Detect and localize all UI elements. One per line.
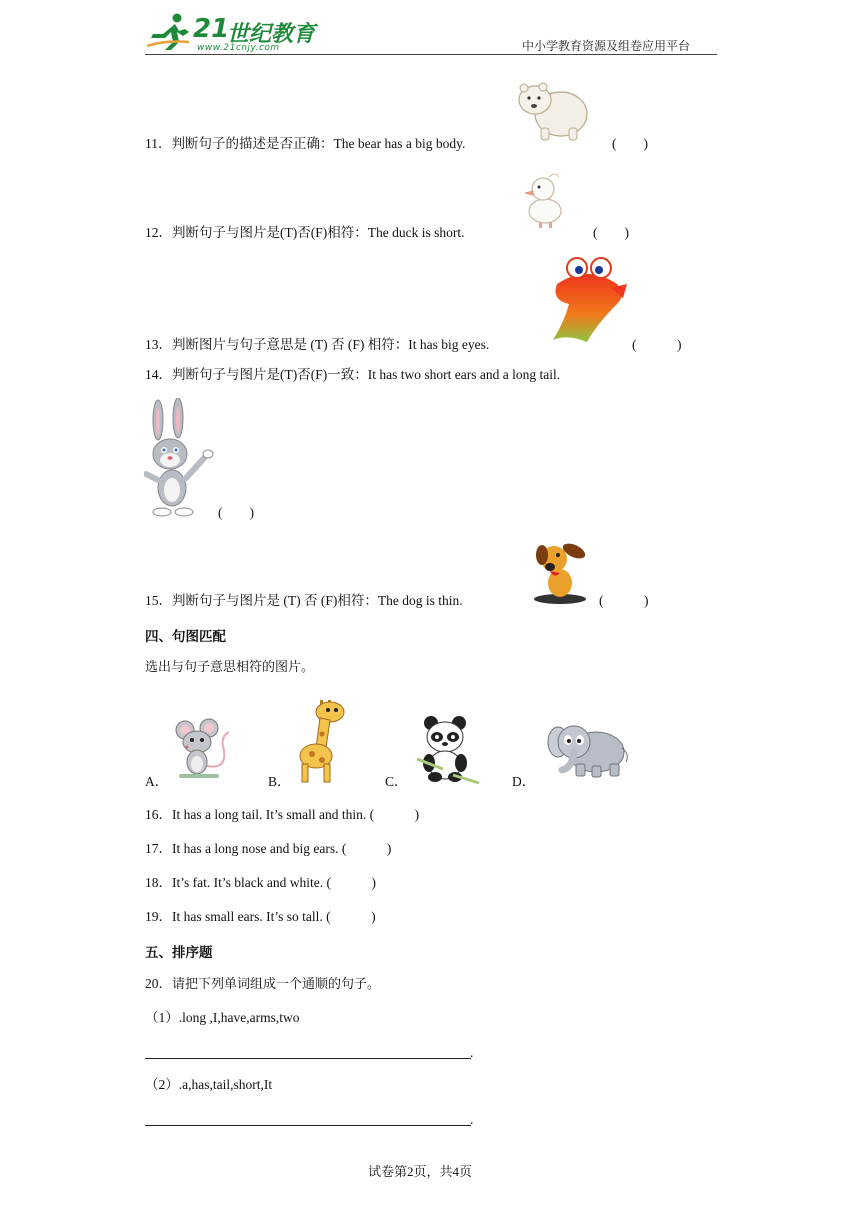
question-number: 15． — [145, 593, 172, 608]
sub-question-1: （1）.long ,I,have,arms,two — [145, 1010, 300, 1025]
answer-paren-12[interactable]: ( ) — [593, 225, 629, 240]
question-text: 判断句子与图片是(T)否(F)一致：It has two short ears and a long tail. — [172, 367, 561, 382]
question-text: It has a long nose and big ears. ( ) — [172, 841, 392, 856]
question-number: 13． — [145, 337, 172, 352]
answer-paren-15[interactable]: ( ) — [599, 593, 649, 608]
question-text: It’s fat. It’s black and white. ( ) — [172, 875, 376, 890]
giraffe-icon — [294, 690, 356, 786]
answer-line-2[interactable] — [145, 1125, 471, 1126]
option-c-label[interactable]: C． — [385, 774, 408, 789]
question-number: 11． — [145, 136, 172, 151]
question-text: 判断句子的描述是否正确：The bear has a big body. — [171, 136, 466, 151]
platform-title: 中小学教育资源及组卷应用平台 — [522, 39, 691, 53]
question-19 — [145, 908, 376, 926]
question-14 — [145, 366, 560, 384]
answer-paren-11[interactable]: ( ) — [612, 136, 648, 151]
page-footer: 试卷第2页，共4页 — [368, 1164, 473, 1179]
answer-paren-14[interactable]: ( ) — [218, 505, 254, 520]
section-5-title: 五、排序题 — [145, 945, 213, 961]
question-number: 19． — [145, 909, 172, 924]
question-15 — [145, 592, 463, 610]
question-16 — [145, 806, 419, 824]
bear-icon — [513, 76, 591, 144]
dog-icon — [530, 535, 590, 605]
rabbit-icon — [144, 398, 218, 518]
question-number: 16． — [145, 807, 172, 822]
section-4-title: 四、句图匹配 — [145, 629, 226, 645]
question-18 — [145, 874, 376, 892]
option-a-label[interactable]: A． — [145, 774, 169, 789]
question-text: 判断图片与句子意思是 (T) 否 (F) 相符：It has big eyes. — [172, 337, 490, 352]
mouse-icon — [171, 716, 237, 782]
duck-icon — [519, 167, 569, 229]
question-number: 14． — [145, 367, 172, 382]
answer-end-2: . — [470, 1112, 474, 1127]
logo-number: 21 — [193, 14, 230, 44]
question-number: 17． — [145, 841, 172, 856]
panda-icon — [413, 713, 483, 785]
runner-logo-icon — [145, 12, 193, 52]
question-number: 20． — [145, 976, 172, 991]
question-13 — [145, 336, 489, 354]
question-text: It has a long tail. It’s small and thin. ( ) — [172, 807, 420, 822]
option-b-label[interactable]: B． — [268, 774, 291, 789]
elephant-icon — [546, 718, 630, 780]
header-logo — [145, 12, 315, 52]
question-text: 判断句子与图片是(T)否(F)相符：The duck is short. — [172, 225, 465, 240]
section-4-instruction: 选出与句子意思相符的图片。 — [145, 660, 315, 675]
header-divider — [145, 54, 717, 55]
answer-paren-13[interactable]: ( ) — [632, 337, 682, 352]
question-11 — [145, 135, 465, 153]
sub-question-2: （2）.a,has,tail,short,It — [145, 1077, 273, 1092]
option-d-label[interactable]: D． — [512, 774, 536, 789]
question-12 — [145, 224, 464, 242]
answer-end-1: . — [470, 1045, 474, 1060]
question-20 — [145, 975, 380, 994]
fish-icon — [547, 254, 631, 346]
question-text: It has small ears. It’s so tall. ( ) — [172, 909, 376, 924]
logo-text: 世纪教育 — [227, 22, 316, 47]
question-number: 12． — [145, 225, 172, 240]
answer-line-1[interactable] — [145, 1058, 471, 1059]
question-17 — [145, 840, 391, 858]
question-number: 18． — [145, 875, 172, 890]
question-text: 请把下列单词组成一个通顺的句子。 — [172, 977, 381, 992]
question-text: 判断句子与图片是 (T) 否 (F)相符：The dog is thin. — [172, 593, 463, 608]
logo-url: www.21cnjy.com — [197, 43, 280, 53]
